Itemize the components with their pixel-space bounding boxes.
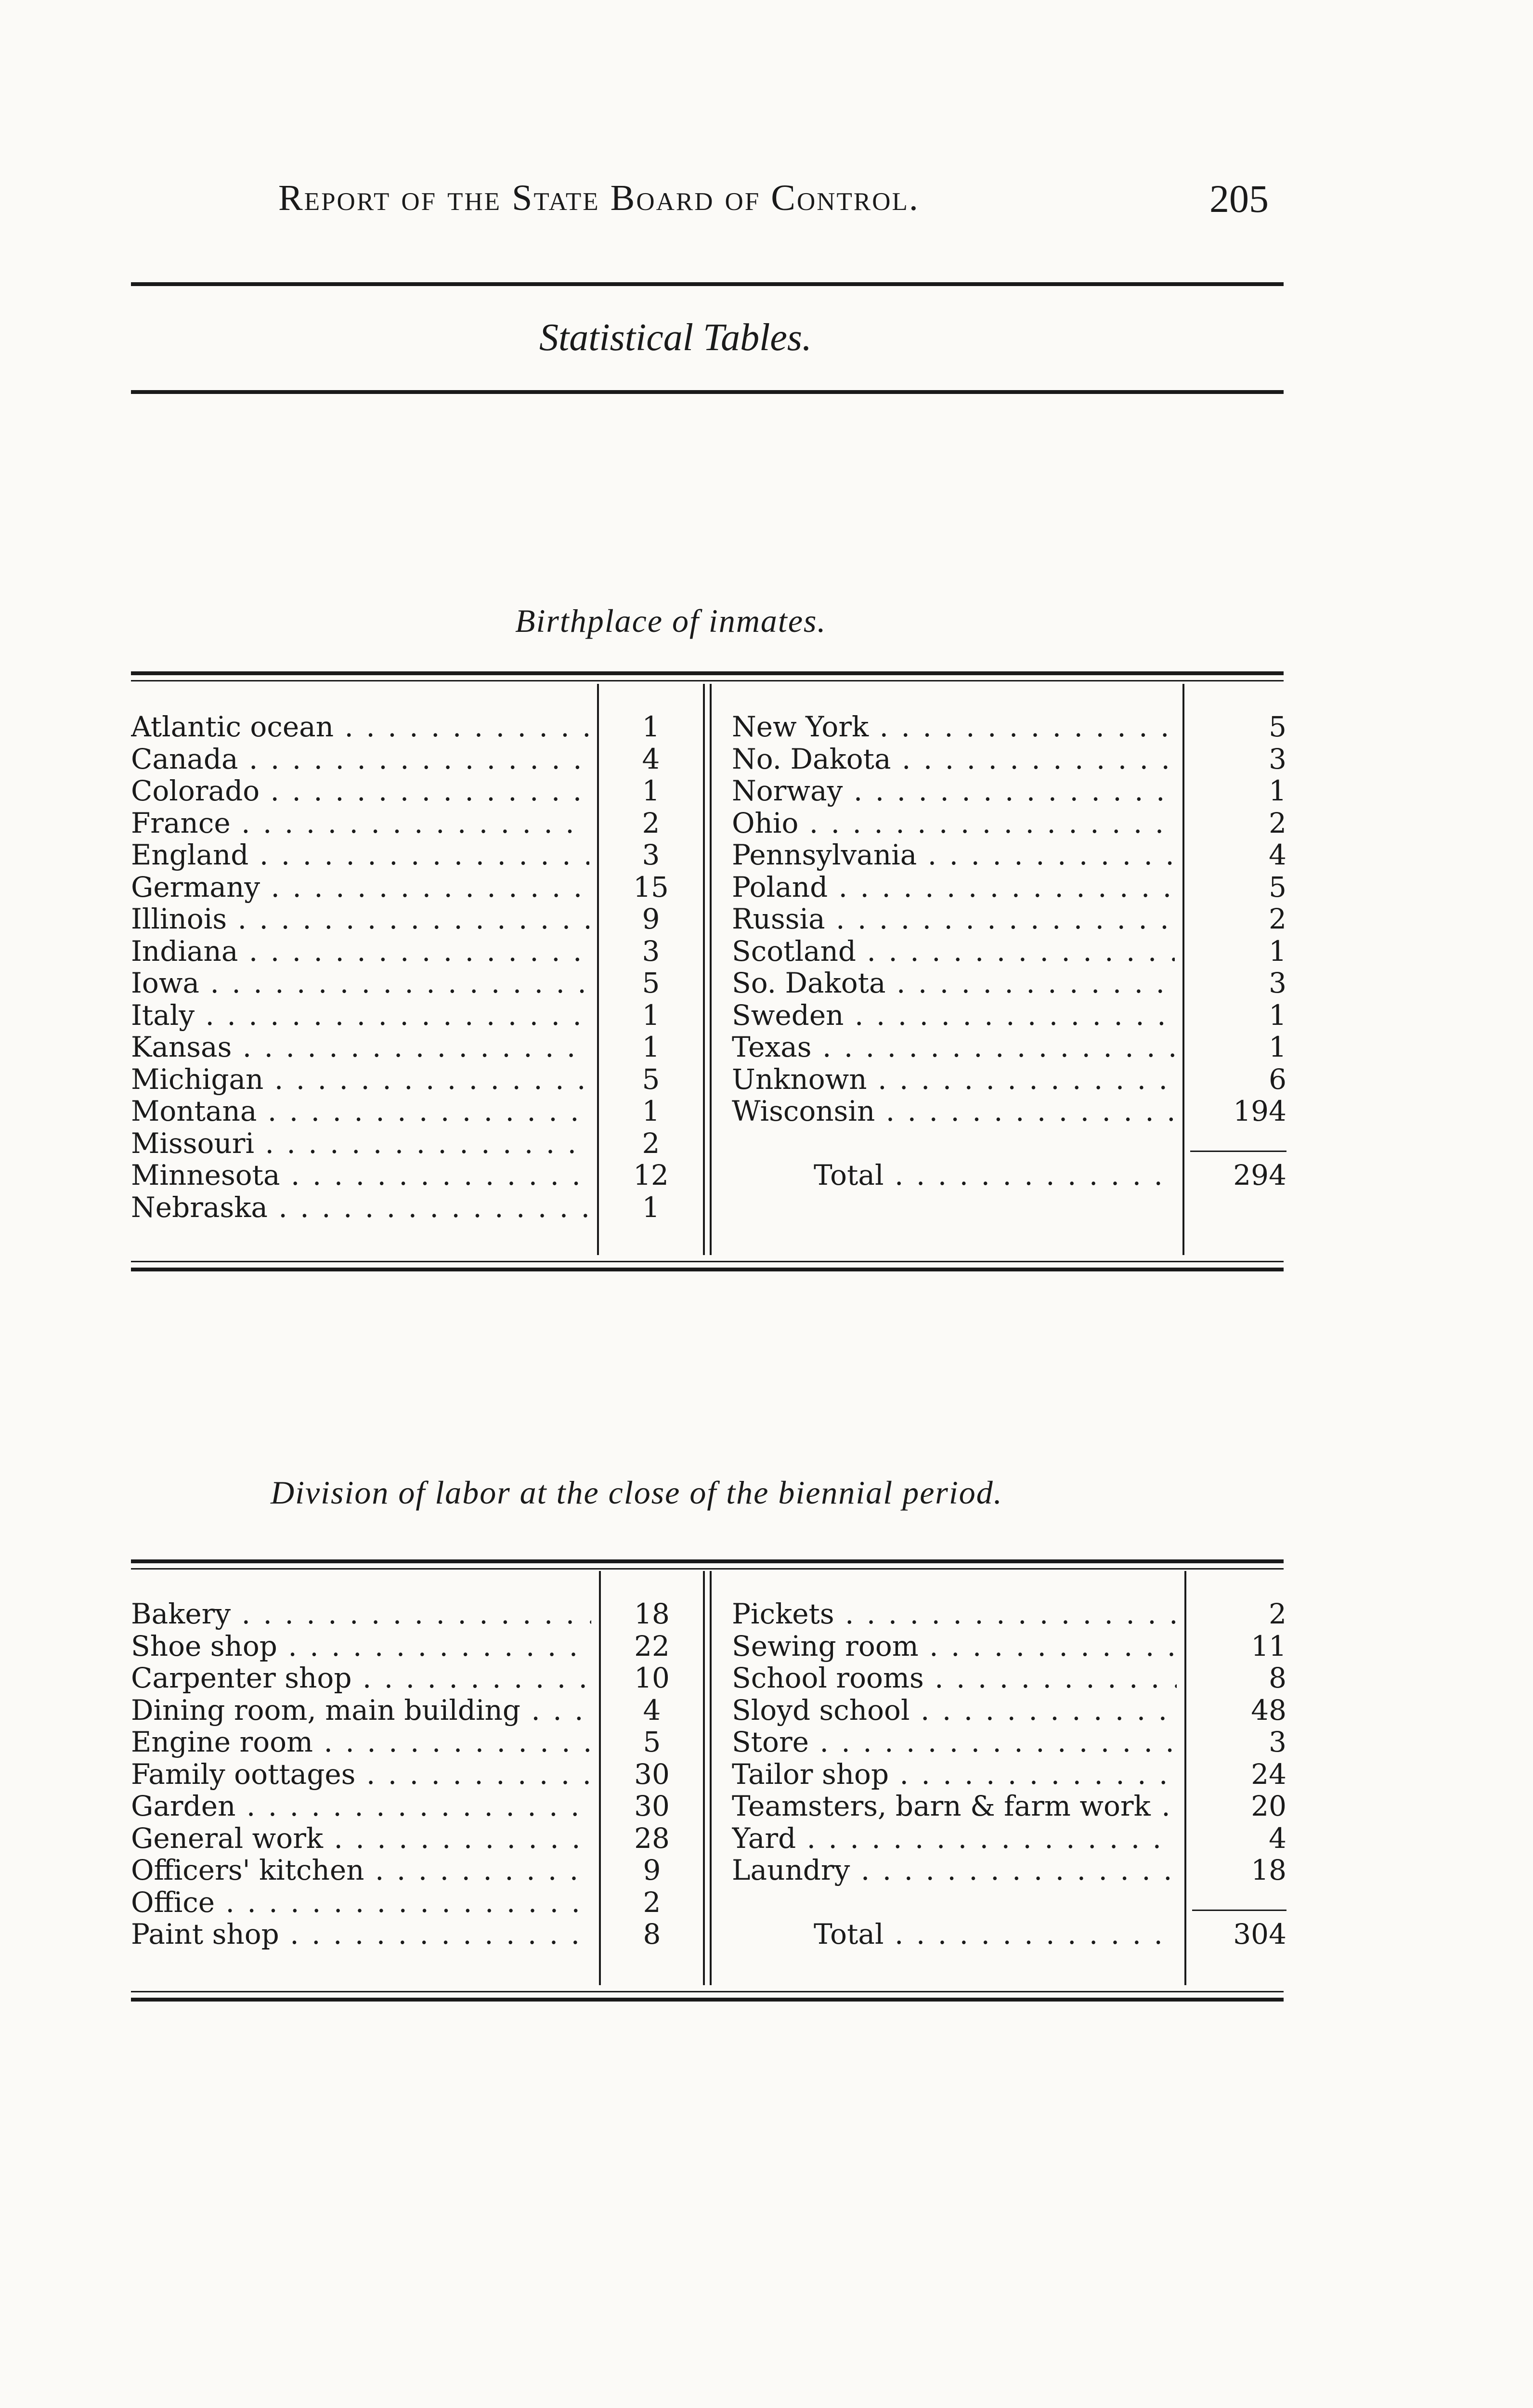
birthplace-row-value: 9 [642, 903, 660, 935]
birthplace-row-label: So. Dakota . . . [732, 967, 1175, 999]
birthplace-row-value: 5 [1269, 870, 1286, 903]
birthplace-row-label: Montana . . . [131, 1095, 589, 1127]
birthplace-row [732, 839, 1175, 871]
birthplace-row-label: Sweden . . . [732, 999, 1175, 1031]
labor-row-value: 22 [634, 1629, 670, 1662]
birthplace-row-value: 3 [642, 838, 660, 871]
birthplace-row [131, 1031, 589, 1063]
birthplace-row-label: Missouri . . . [131, 1127, 589, 1159]
labor-row [131, 1918, 591, 1950]
labor-total-text: Total . . . [814, 1918, 1177, 1950]
birthplace-row [131, 1191, 589, 1223]
labor-column-rule [703, 1571, 705, 1985]
labor-row-value: 8 [1269, 1662, 1286, 1694]
section-title: Statistical Tables. [539, 316, 812, 359]
birthplace-row [732, 871, 1175, 903]
birthplace-row [732, 743, 1175, 775]
birthplace-row-value: 1 [642, 710, 660, 743]
labor-row-value: 30 [634, 1790, 670, 1822]
birthplace-row-label: Indiana . . . [131, 935, 589, 967]
birthplace-title: Birthplace of inmates. [515, 602, 827, 639]
birthplace-row [131, 839, 589, 871]
birthplace-row-label: No. Dakota . . . [732, 743, 1175, 775]
labor-row-value: 2 [1269, 1597, 1286, 1630]
labor-row-label: Sloyd school . . . [732, 1694, 1177, 1726]
birthplace-row-value: 3 [1269, 967, 1286, 999]
birthplace-row [131, 999, 589, 1031]
birthplace-row-value: 2 [1269, 806, 1286, 839]
birthplace-row [131, 1159, 589, 1191]
labor-row-value: 18 [634, 1597, 670, 1630]
birthplace-row-value: 2 [1269, 903, 1286, 935]
birthplace-row-value: 4 [642, 742, 660, 775]
labor-row-label: Laundry . . . [732, 1854, 1177, 1886]
birthplace-row [732, 775, 1175, 807]
labor-row-value: 48 [1251, 1693, 1286, 1727]
header-rule [131, 282, 1284, 286]
birthplace-row [732, 807, 1175, 839]
running-title [278, 177, 920, 219]
birthplace-row-value: 1 [1269, 934, 1286, 968]
birthplace-row-label: Illinois . . . [131, 903, 589, 935]
birthplace-row-label: Atlantic ocean . . . [131, 711, 589, 743]
labor-bottom-rule [131, 1998, 1284, 2002]
labor-row-value: 10 [634, 1662, 670, 1694]
labor-row [732, 1694, 1177, 1726]
birthplace-row-label: Italy . . . [131, 999, 589, 1031]
labor-row [131, 1886, 591, 1918]
labor-row-label: Family oottages . . . [131, 1758, 591, 1790]
labor-row-label: Garden . . . [131, 1790, 591, 1822]
labor-row-label: Yard . . . [732, 1822, 1177, 1854]
labor-row [131, 1726, 591, 1758]
labor-row [732, 1854, 1177, 1886]
birthplace-row-label: France . . . [131, 807, 589, 839]
birthplace-row [732, 967, 1175, 999]
labor-row-value: 28 [634, 1821, 670, 1855]
labor-row [131, 1822, 591, 1854]
birthplace-row-value: 4 [1269, 838, 1286, 871]
labor-row-label: Bakery . . . [131, 1598, 591, 1630]
birthplace-row-value: 1 [642, 1095, 660, 1127]
birthplace-row [131, 807, 589, 839]
birthplace-row-label: New York . . . [732, 711, 1175, 743]
birthplace-row-value: 1 [642, 1031, 660, 1063]
labor-row-label: Store . . . [732, 1726, 1177, 1758]
labor-total-label [814, 1918, 1177, 1950]
labor-row [732, 1726, 1177, 1758]
birthplace-row-label: Michigan . . . [131, 1063, 589, 1095]
section-rule [131, 390, 1284, 394]
birthplace-row [131, 935, 589, 967]
birthplace-row-value: 194 [1233, 1095, 1286, 1127]
labor-row-value: 3 [1269, 1726, 1286, 1758]
birthplace-row [732, 935, 1175, 967]
birthplace-row-label: Minnesota . . . [131, 1159, 589, 1191]
labor-row-value: 9 [643, 1854, 661, 1886]
birthplace-row-label: Russia . . . [732, 903, 1175, 935]
labor-row-label: Tailor shop . . . [732, 1758, 1177, 1790]
birthplace-row-value: 3 [1269, 742, 1286, 775]
labor-row [131, 1630, 591, 1662]
labor-row-label: Carpenter shop . . . [131, 1662, 591, 1694]
birthplace-top-rule-thin [131, 680, 1284, 681]
birthplace-row-label: Pennsylvania . . . [732, 839, 1175, 871]
labor-row-value: 20 [1251, 1790, 1286, 1822]
labor-row-label: Paint shop . . . [131, 1918, 591, 1950]
birthplace-row-value: 5 [642, 1062, 660, 1096]
page-number: 205 [1209, 177, 1269, 221]
labor-row [732, 1790, 1177, 1822]
labor-top-rule-thin [131, 1568, 1284, 1570]
birthplace-row-label: England . . . [131, 839, 589, 871]
birthplace-row-value: 1 [642, 774, 660, 807]
labor-total-rule [1192, 1910, 1286, 1911]
labor-row [732, 1822, 1177, 1854]
labor-column-rule [710, 1571, 712, 1985]
labor-row [131, 1758, 591, 1790]
birthplace-row-value: 12 [633, 1159, 669, 1191]
birthplace-row-value: 3 [642, 934, 660, 968]
labor-row-label: Dining room, main building . . . [131, 1694, 591, 1726]
birthplace-row-label: Norway . . . [732, 775, 1175, 807]
labor-top-rule [131, 1559, 1284, 1563]
birthplace-column-rule [703, 684, 705, 1255]
labor-row [732, 1662, 1177, 1694]
birthplace-row-label: Poland . . . [732, 871, 1175, 903]
birthplace-row-label: Kansas . . . [131, 1031, 589, 1063]
labor-row [131, 1694, 591, 1726]
birthplace-row [732, 999, 1175, 1031]
birthplace-row [131, 967, 589, 999]
labor-row [732, 1758, 1177, 1790]
labor-row-label: General work . . . [131, 1822, 591, 1854]
birthplace-row [131, 1063, 589, 1095]
birthplace-total-text: Total . . . [814, 1159, 1175, 1191]
birthplace-total-label [814, 1159, 1175, 1191]
birthplace-row-value: 1 [1269, 998, 1286, 1032]
birthplace-bottom-rule-thin [131, 1261, 1284, 1262]
birthplace-row-label: Germany . . . [131, 871, 589, 903]
birthplace-row [732, 1031, 1175, 1063]
labor-row-label: School rooms . . . [732, 1662, 1177, 1694]
labor-title: Division of labor at the close of the biennial period. [271, 1474, 1003, 1511]
labor-row-label: Shoe shop . . . [131, 1630, 591, 1662]
running-title-text: Report of the State Board of Control. [278, 178, 920, 218]
labor-row [131, 1790, 591, 1822]
birthplace-row-label: Unknown . . . [732, 1063, 1175, 1095]
birthplace-row-value: 1 [1269, 1031, 1286, 1063]
labor-bottom-rule-thin [131, 1991, 1284, 1992]
birthplace-row [131, 775, 589, 807]
labor-row-value: 2 [643, 1885, 661, 1919]
birthplace-row-value: 2 [642, 806, 660, 839]
labor-row-value: 8 [643, 1918, 661, 1950]
birthplace-top-rule [131, 671, 1284, 675]
labor-row [732, 1598, 1177, 1630]
labor-row-value: 5 [643, 1726, 661, 1758]
birthplace-row [732, 903, 1175, 935]
labor-row-value: 18 [1251, 1854, 1286, 1886]
labor-total-value: 304 [1233, 1918, 1286, 1950]
birthplace-row-label: Scotland . . . [732, 935, 1175, 967]
labor-row-value: 4 [1269, 1821, 1286, 1855]
labor-row-label: Sewing room . . . [732, 1630, 1177, 1662]
birthplace-row-value: 5 [642, 967, 660, 999]
birthplace-row-label: Iowa . . . [131, 967, 589, 999]
birthplace-row [131, 1127, 589, 1159]
labor-row [131, 1662, 591, 1694]
birthplace-row-label: Colorado . . . [131, 775, 589, 807]
birthplace-row-label: Texas . . . [732, 1031, 1175, 1063]
labor-row-value: 4 [643, 1693, 661, 1727]
birthplace-row-value: 6 [1269, 1062, 1286, 1096]
birthplace-row [732, 1063, 1175, 1095]
birthplace-row [131, 743, 589, 775]
birthplace-row-value: 1 [1269, 774, 1286, 807]
birthplace-row-label: Ohio . . . [732, 807, 1175, 839]
labor-row-label: Pickets . . . [732, 1598, 1177, 1630]
birthplace-row [732, 1095, 1175, 1127]
birthplace-row-label: Wisconsin . . . [732, 1095, 1175, 1127]
labor-row-label: Office . . . [131, 1886, 591, 1918]
birthplace-row [131, 711, 589, 743]
birthplace-row [131, 871, 589, 903]
birthplace-row-label: Nebraska . . . [131, 1191, 589, 1223]
labor-row-value: 11 [1251, 1629, 1286, 1662]
birthplace-row-value: 1 [642, 1191, 660, 1224]
labor-row [732, 1630, 1177, 1662]
birthplace-total-rule [1190, 1151, 1286, 1152]
birthplace-row [732, 711, 1175, 743]
birthplace-total-value: 294 [1233, 1159, 1286, 1191]
labor-row [131, 1854, 591, 1886]
birthplace-row-value: 5 [1269, 710, 1286, 743]
labor-row-value: 24 [1251, 1757, 1286, 1791]
labor-row [131, 1598, 591, 1630]
birthplace-row-value: 15 [633, 870, 669, 903]
birthplace-row [131, 1095, 589, 1127]
labor-row-value: 30 [634, 1757, 670, 1791]
labor-row-label: Officers' kitchen . . . [131, 1854, 591, 1886]
birthplace-column-rule [710, 684, 712, 1255]
labor-row-label: Engine room . . . [131, 1726, 591, 1758]
labor-row-label: Teamsters, barn & farm work . . . [732, 1790, 1177, 1822]
birthplace-row-value: 2 [642, 1126, 660, 1160]
birthplace-bottom-rule [131, 1268, 1284, 1271]
birthplace-row [131, 903, 589, 935]
birthplace-row-label: Canada . . . [131, 743, 589, 775]
birthplace-row-value: 1 [642, 998, 660, 1032]
